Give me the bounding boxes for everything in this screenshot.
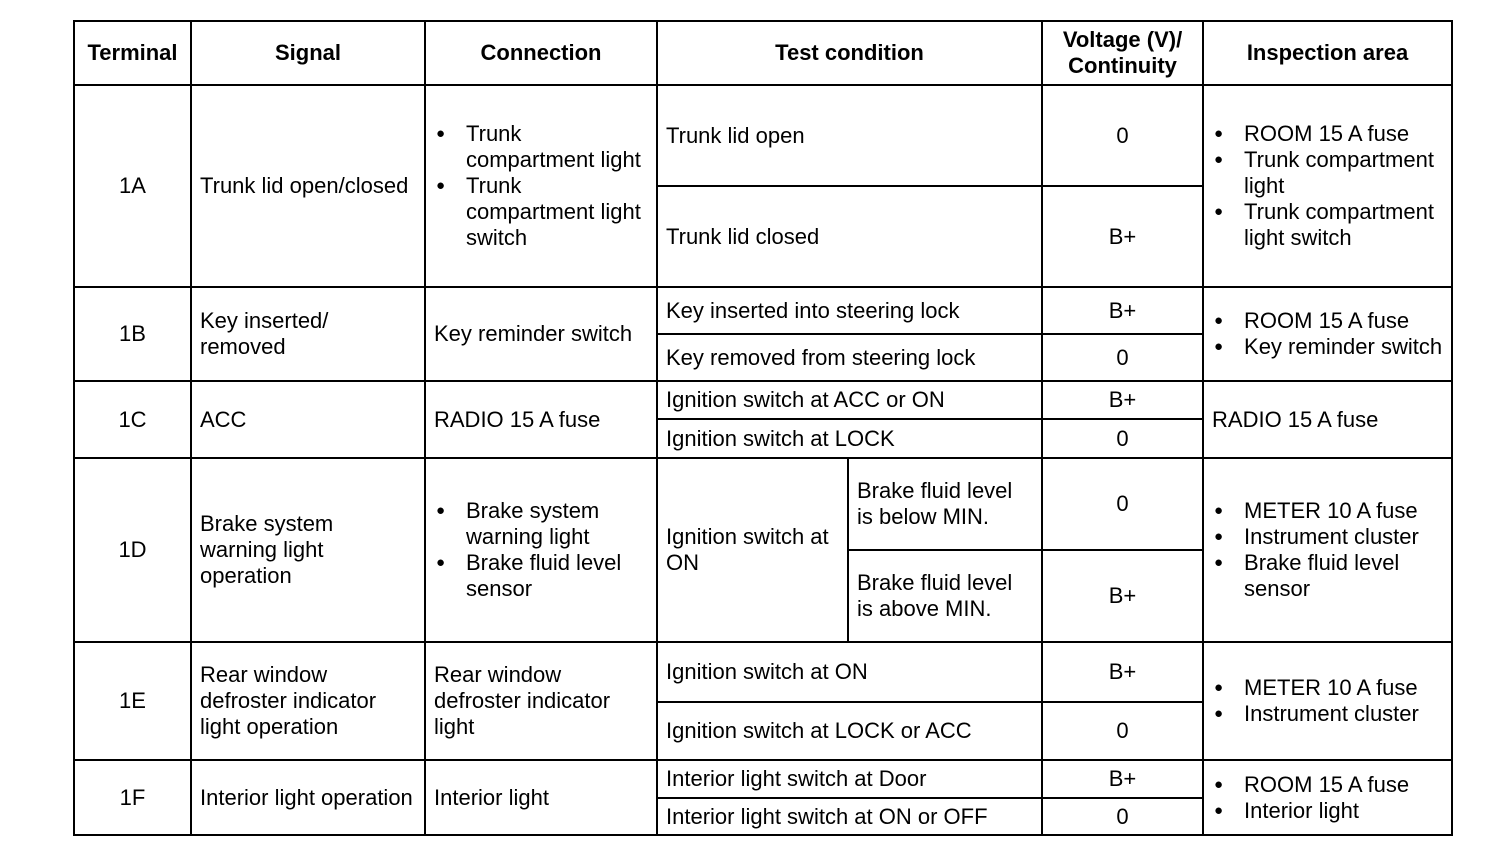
connection-item: ● Trunk compartment light [434, 121, 648, 173]
condition-cell: Key removed from steering lock [657, 334, 1042, 381]
header-voltage [1042, 21, 1203, 85]
inspection-item: ● ROOM 15 A fuse [1212, 772, 1443, 798]
inspection-item: ● Key reminder switch [1212, 334, 1443, 360]
table-row-1d [74, 458, 1452, 550]
condition-cell: Ignition switch at ACC or ON [657, 381, 1042, 419]
table-row-1f [74, 760, 1452, 798]
voltage-cell: 0 [1042, 798, 1203, 835]
table-row-1c [74, 381, 1452, 419]
inspection-item: ● Interior light [1212, 798, 1443, 824]
connection-item: ● Trunk compartment light switch [434, 173, 648, 251]
inspection-item: ● ROOM 15 A fuse [1212, 121, 1443, 147]
voltage-cell: 0 [1042, 419, 1203, 458]
terminal-cell: 1B [74, 287, 191, 381]
condition-cell: Ignition switch at LOCK or ACC [657, 702, 1042, 760]
connection-item: ● Brake system warning light [434, 498, 648, 550]
inspection-item: ● METER 10 A fuse [1212, 675, 1443, 701]
header-voltage-line1: Voltage (V)/ [1062, 27, 1183, 52]
terminal-cell: 1A [74, 85, 191, 287]
connection-cell: Interior light [425, 760, 657, 835]
signal-cell: Rear window defroster indicator light operation [191, 642, 425, 760]
header-voltage-line2: Continuity [1068, 53, 1177, 78]
signal-cell: Trunk lid open/closed [191, 85, 425, 287]
condition-cell: Trunk lid open [657, 85, 1042, 186]
inspection-cell [1203, 287, 1452, 381]
inspection-cell [1203, 458, 1452, 642]
voltage-cell: 0 [1042, 85, 1203, 186]
condition-cell: Trunk lid closed [657, 186, 1042, 287]
voltage-cell: 0 [1042, 458, 1203, 550]
inspection-item: ● Instrument cluster [1212, 524, 1443, 550]
condition-main-cell: Ignition switch at ON [657, 458, 848, 642]
condition-cell: Brake fluid level is below MIN. [848, 458, 1042, 550]
voltage-cell: 0 [1042, 334, 1203, 381]
connection-cell: RADIO 15 A fuse [425, 381, 657, 458]
voltage-cell: B+ [1042, 760, 1203, 798]
voltage-cell: 0 [1042, 702, 1203, 760]
condition-cell: Key inserted into steering lock [657, 287, 1042, 334]
condition-cell: Interior light switch at ON or OFF [657, 798, 1042, 835]
voltage-cell: B+ [1042, 287, 1203, 334]
inspection-cell [1203, 760, 1452, 835]
header-signal: Signal [191, 21, 425, 85]
condition-cell: Ignition switch at LOCK [657, 419, 1042, 458]
signal-cell: ACC [191, 381, 425, 458]
condition-cell: Brake fluid level is above MIN. [848, 550, 1042, 642]
connection-item: ● Brake fluid level sensor [434, 550, 648, 602]
header-test-condition: Test condition [657, 21, 1042, 85]
inspection-item: ● Brake fluid level sensor [1212, 550, 1443, 602]
inspection-item: ● ROOM 15 A fuse [1212, 308, 1443, 334]
inspection-cell: RADIO 15 A fuse [1203, 381, 1452, 458]
terminal-cell: 1C [74, 381, 191, 458]
terminal-cell: 1F [74, 760, 191, 835]
terminal-cell: 1D [74, 458, 191, 642]
terminal-cell: 1E [74, 642, 191, 760]
voltage-cell: B+ [1042, 550, 1203, 642]
inspection-item: ● METER 10 A fuse [1212, 498, 1443, 524]
inspection-item: ● Trunk compartment light switch [1212, 199, 1443, 251]
terminal-inspection-table [73, 20, 1453, 836]
inspection-item: ● Trunk compartment light [1212, 147, 1443, 199]
connection-cell: Key reminder switch [425, 287, 657, 381]
condition-cell: Ignition switch at ON [657, 642, 1042, 702]
connection-cell [425, 85, 657, 287]
header-inspection: Inspection area [1203, 21, 1452, 85]
inspection-cell [1203, 642, 1452, 760]
connection-cell [425, 458, 657, 642]
voltage-cell: B+ [1042, 642, 1203, 702]
header-connection: Connection [425, 21, 657, 85]
voltage-cell: B+ [1042, 381, 1203, 419]
signal-cell: Key inserted/ removed [191, 287, 425, 381]
table-row-1e [74, 642, 1452, 702]
table-row-1b [74, 287, 1452, 334]
voltage-cell: B+ [1042, 186, 1203, 287]
signal-cell: Brake system warning light operation [191, 458, 425, 642]
signal-cell: Interior light operation [191, 760, 425, 835]
connection-cell: Rear window defroster indicator light [425, 642, 657, 760]
table-row-1a [74, 85, 1452, 186]
header-row [74, 21, 1452, 85]
condition-cell: Interior light switch at Door [657, 760, 1042, 798]
inspection-item: ● Instrument cluster [1212, 701, 1443, 727]
header-terminal: Terminal [74, 21, 191, 85]
inspection-cell [1203, 85, 1452, 287]
